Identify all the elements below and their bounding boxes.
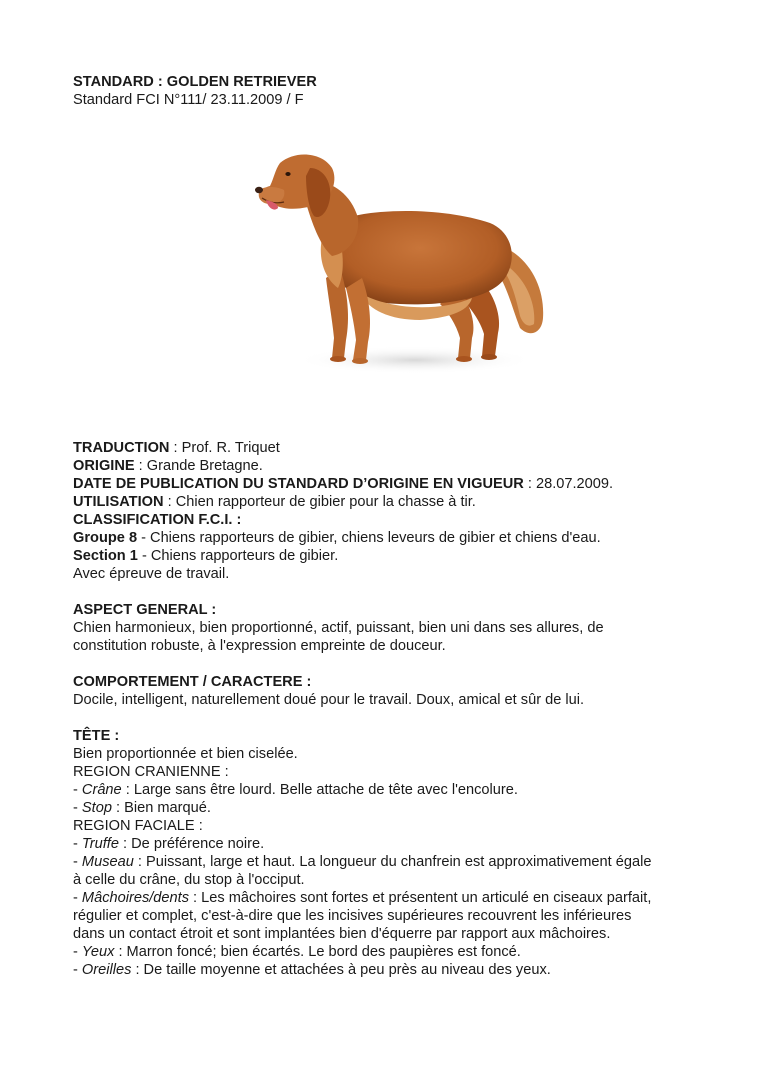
document-title: STANDARD : GOLDEN RETRIEVER: [73, 74, 317, 90]
machoires-line-2: régulier et complet, c'est-à-dire que les incisives supérieures recouvrent les inférieures: [73, 908, 632, 924]
aspect-general-section: [73, 601, 708, 655]
golden-retriever-illustration: [240, 128, 560, 390]
info-section: [73, 439, 708, 583]
oreilles-line: - Oreilles : De taille moyenne et attachées à peu près au niveau des yeux.: [73, 962, 551, 978]
region-cranienne-heading: REGION CRANIENNE :: [73, 764, 229, 780]
comportement-heading: COMPORTEMENT / CARACTERE :: [73, 674, 312, 690]
utilisation-line: UTILISATION : Chien rapporteur de gibier pour la chasse à tir.: [73, 494, 476, 510]
document-subtitle: Standard FCI N°111/ 23.11.2009 / F: [73, 92, 304, 108]
aspect-heading: ASPECT GENERAL :: [73, 602, 217, 618]
golden-retriever-image: [240, 128, 560, 390]
groupe-line: Groupe 8 - Chiens rapporteurs de gibier, chiens leveurs de gibier et chiens d'eau.: [73, 530, 601, 546]
truffe-line: - Truffe : De préférence noire.: [73, 836, 265, 852]
header: [73, 73, 708, 109]
yeux-line: - Yeux : Marron foncé; bien écartés. Le bord des paupières est foncé.: [73, 944, 521, 960]
machoires-line-1: - Mâchoires/dents : Les mâchoires sont fortes et présentent un articulé en ciseaux parfait,: [73, 890, 652, 906]
origine-line: ORIGINE : Grande Bretagne.: [73, 458, 263, 474]
epreuve-line: Avec épreuve de travail.: [73, 566, 230, 582]
classification-heading: CLASSIFICATION F.C.I. :: [73, 512, 242, 528]
section-line: Section 1 - Chiens rapporteurs de gibier.: [73, 548, 339, 564]
region-faciale-heading: REGION FACIALE :: [73, 818, 203, 834]
museau-line-1: - Museau : Puissant, large et haut. La longueur du chanfrein est approximativement égale: [73, 854, 652, 870]
aspect-text-line-2: constitution robuste, à l'expression empreinte de douceur.: [73, 638, 446, 654]
tete-intro: Bien proportionnée et bien ciselée.: [73, 746, 298, 762]
museau-line-2: à celle du crâne, du stop à l'occiput.: [73, 872, 305, 888]
traduction-line: TRADUCTION : Prof. R. Triquet: [73, 440, 280, 456]
crane-line: - Crâne : Large sans être lourd. Belle attache de tête avec l'encolure.: [73, 782, 518, 798]
stop-line: - Stop : Bien marqué.: [73, 800, 211, 816]
machoires-line-3: dans un contact étroit et sont implantées bien d'équerre par rapport aux mâchoires.: [73, 926, 611, 942]
comportement-text: Docile, intelligent, naturellement doué pour le travail. Doux, amical et sûr de lui.: [73, 692, 585, 708]
tete-heading: TÊTE :: [73, 728, 120, 744]
aspect-text-line-1: Chien harmonieux, bien proportionné, actif, puissant, bien uni dans ses allures, de: [73, 620, 604, 636]
date-publication-line: DATE DE PUBLICATION DU STANDARD D’ORIGINE EN VIGUEUR : 28.07.2009.: [73, 476, 614, 492]
tete-section: [73, 727, 708, 979]
comportement-section: [73, 673, 708, 709]
